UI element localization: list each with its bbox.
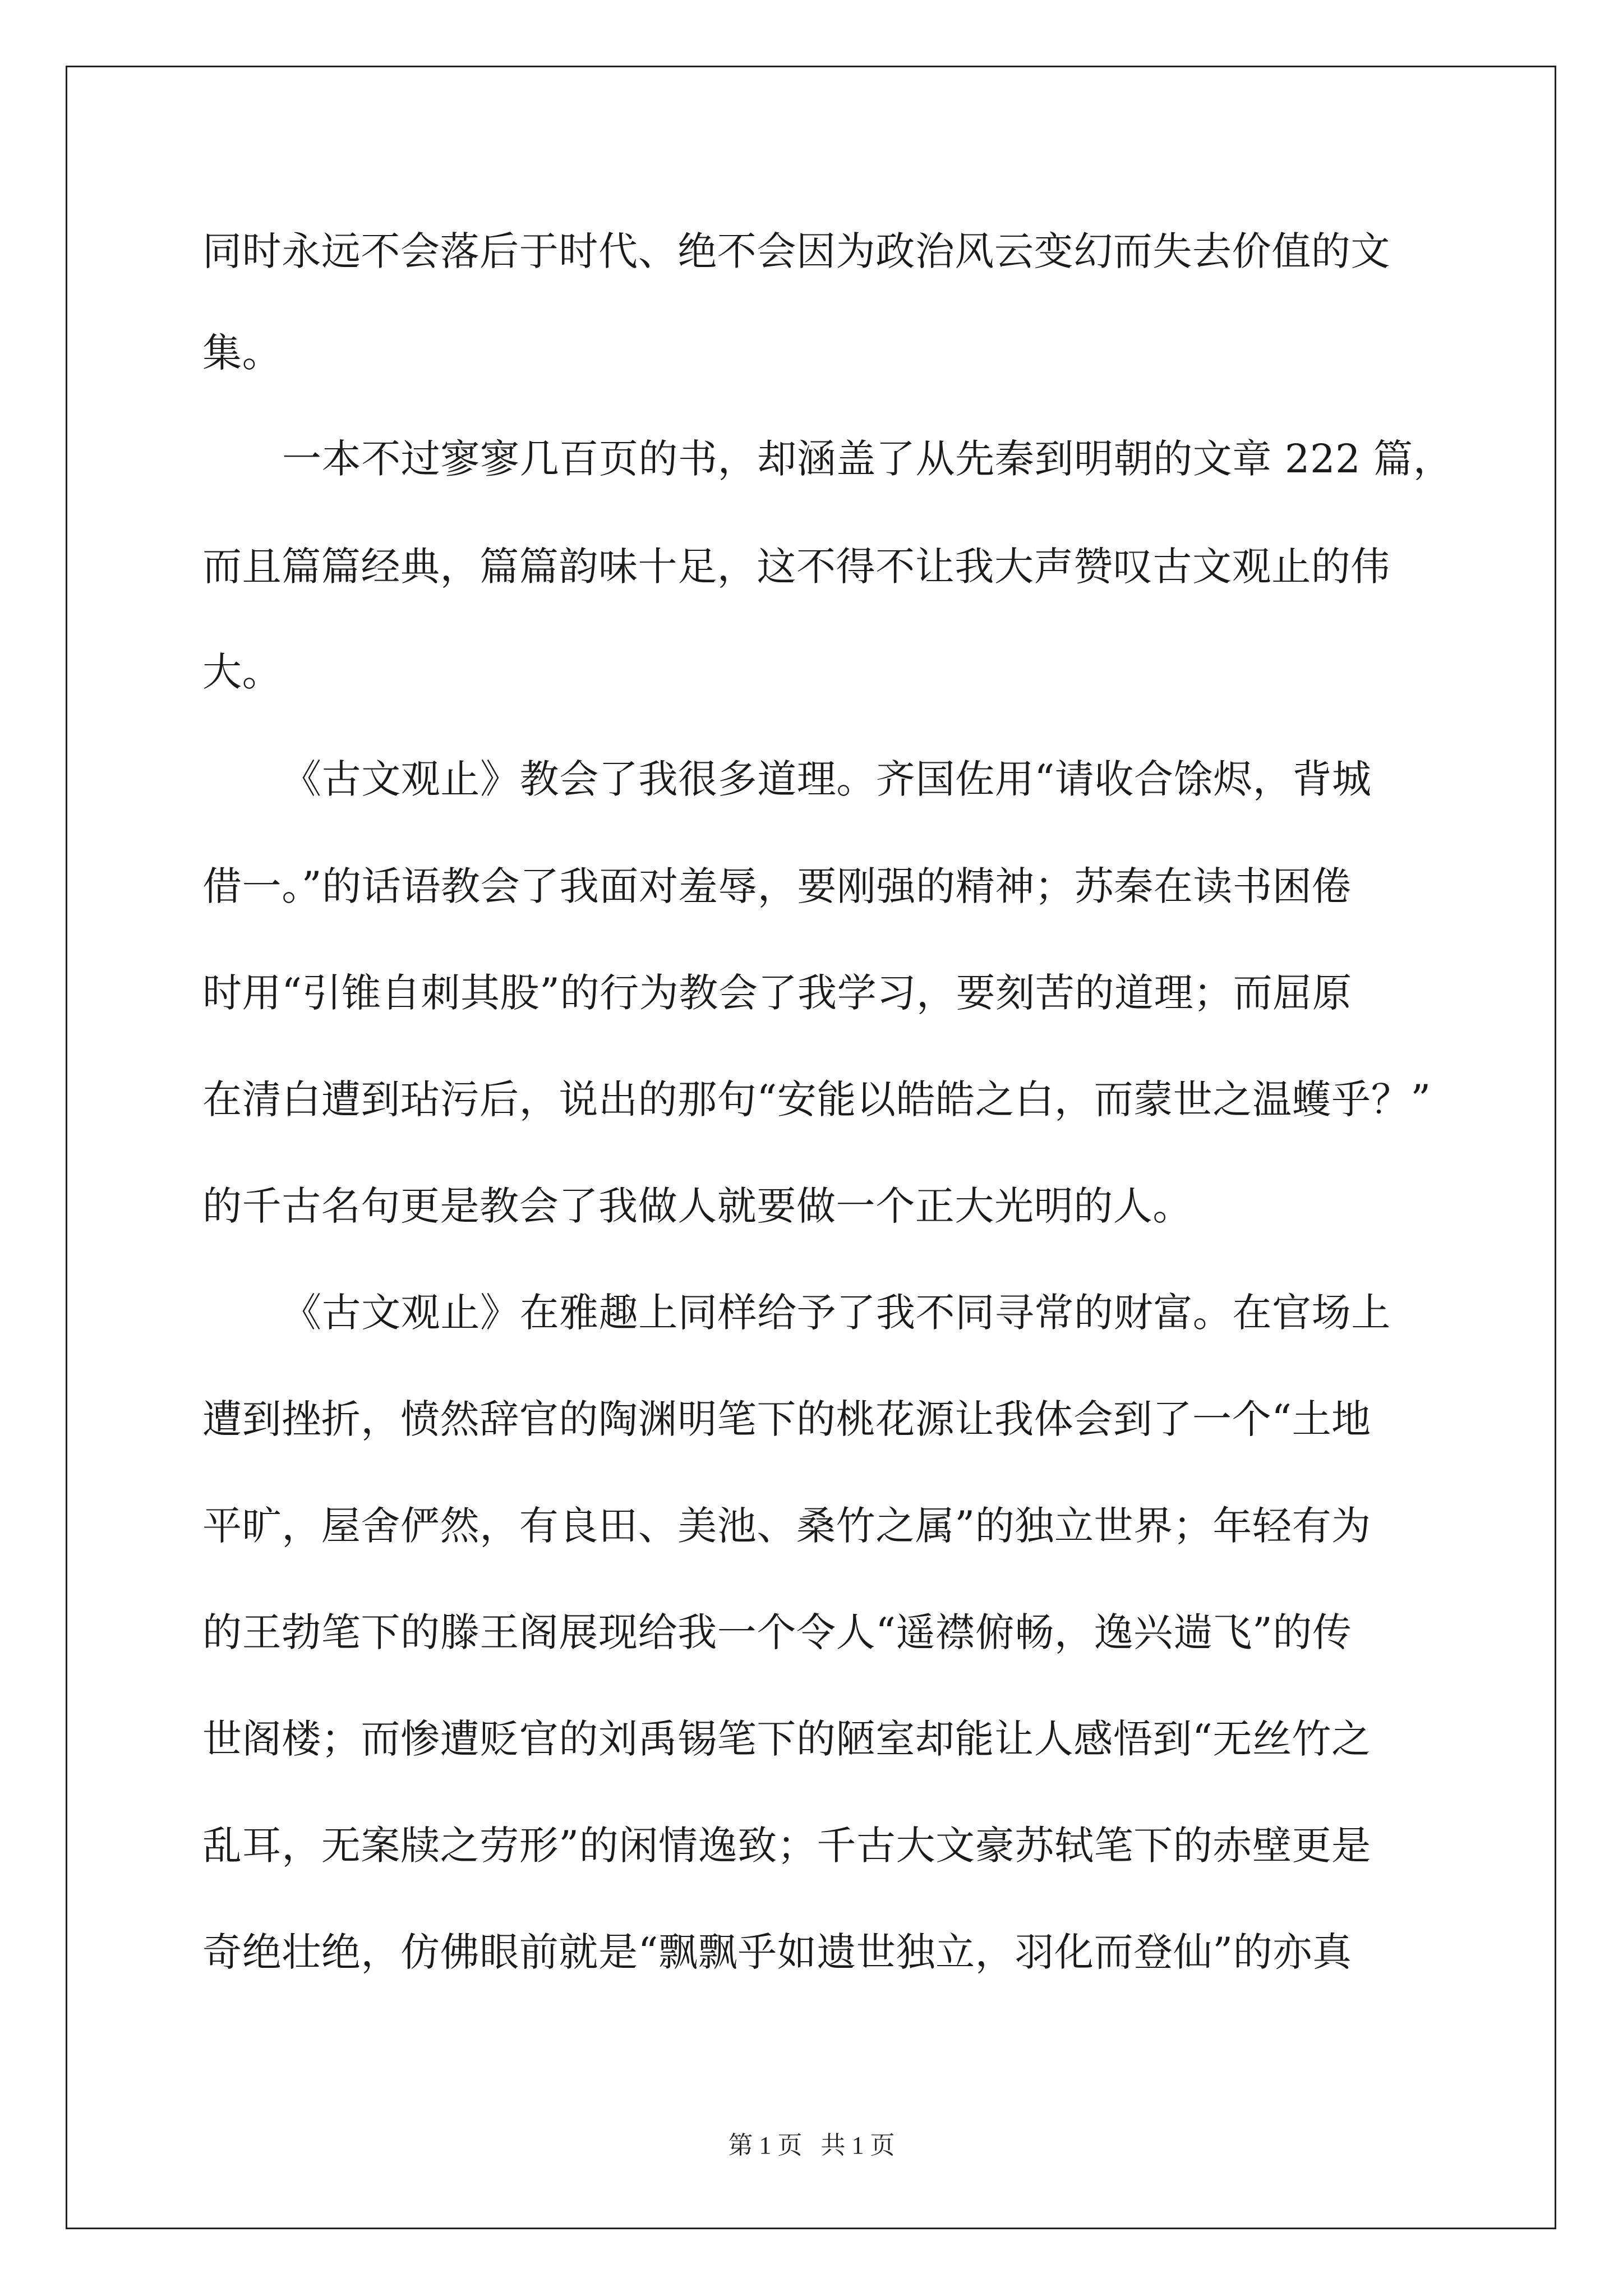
text-line: 大。	[202, 649, 282, 695]
text-line: 《古文观止》教会了我很多道理。齐国佐用“请收合馀烬，背城	[282, 756, 1372, 802]
text-line: 遭到挫折，愤然辞官的陶渊明笔下的桃花源让我体会到了一个“土地	[202, 1396, 1371, 1442]
text-line: 一本不过寥寥几百页的书，却涵盖了从先秦到明朝的文章 222 篇，	[282, 436, 1453, 482]
text-line: 平旷，屋舍俨然，有良田、美池、桑竹之属”的独立世界；年轻有为	[202, 1503, 1371, 1549]
text-line: 的千古名句更是教会了我做人就要做一个正大光明的人。	[202, 1183, 1192, 1229]
text-line: 乱耳，无案牍之劳形”的闲情逸致；千古大文豪苏轼笔下的赤壁更是	[202, 1823, 1371, 1869]
page-total: 共 1 页	[820, 2132, 895, 2159]
text-line: 奇绝壮绝，仿佛眼前就是“飘飘乎如遗世独立，羽化而登仙”的亦真	[202, 1929, 1352, 1975]
text-line: 在清白遭到玷污后，说出的那句“安能以皓皓之白，而蒙世之温蠖乎？”	[202, 1076, 1431, 1122]
text-line: 而且篇篇经典，篇篇韵味十足，这不得不让我大声赞叹古文观止的伟	[202, 544, 1390, 590]
text-line: 集。	[202, 330, 282, 376]
text-line: 的王勃笔下的滕王阁展现给我一个令人“遥襟俯畅，逸兴遄飞”的传	[202, 1609, 1352, 1655]
page-number: 第 1 页	[728, 2132, 803, 2159]
text-line: 世阁楼；而惨遭贬官的刘禹锡笔下的陋室却能让人感悟到“无丝竹之	[202, 1716, 1371, 1762]
text-line: 同时永远不会落后于时代、绝不会因为政治风云变幻而失去价值的文	[202, 228, 1390, 274]
page-footer	[0, 2132, 1623, 2160]
page-border	[66, 66, 1556, 2229]
text-line: 借一。”的话语教会了我面对羞辱，要刚强的精神；苏秦在读书困倦	[202, 863, 1352, 909]
text-line: 时用“引锥自刺其股”的行为教会了我学习，要刻苦的道理；而屈原	[202, 970, 1352, 1016]
text-line: 《古文观止》在雅趣上同样给予了我不同寻常的财富。在官场上	[282, 1290, 1391, 1336]
